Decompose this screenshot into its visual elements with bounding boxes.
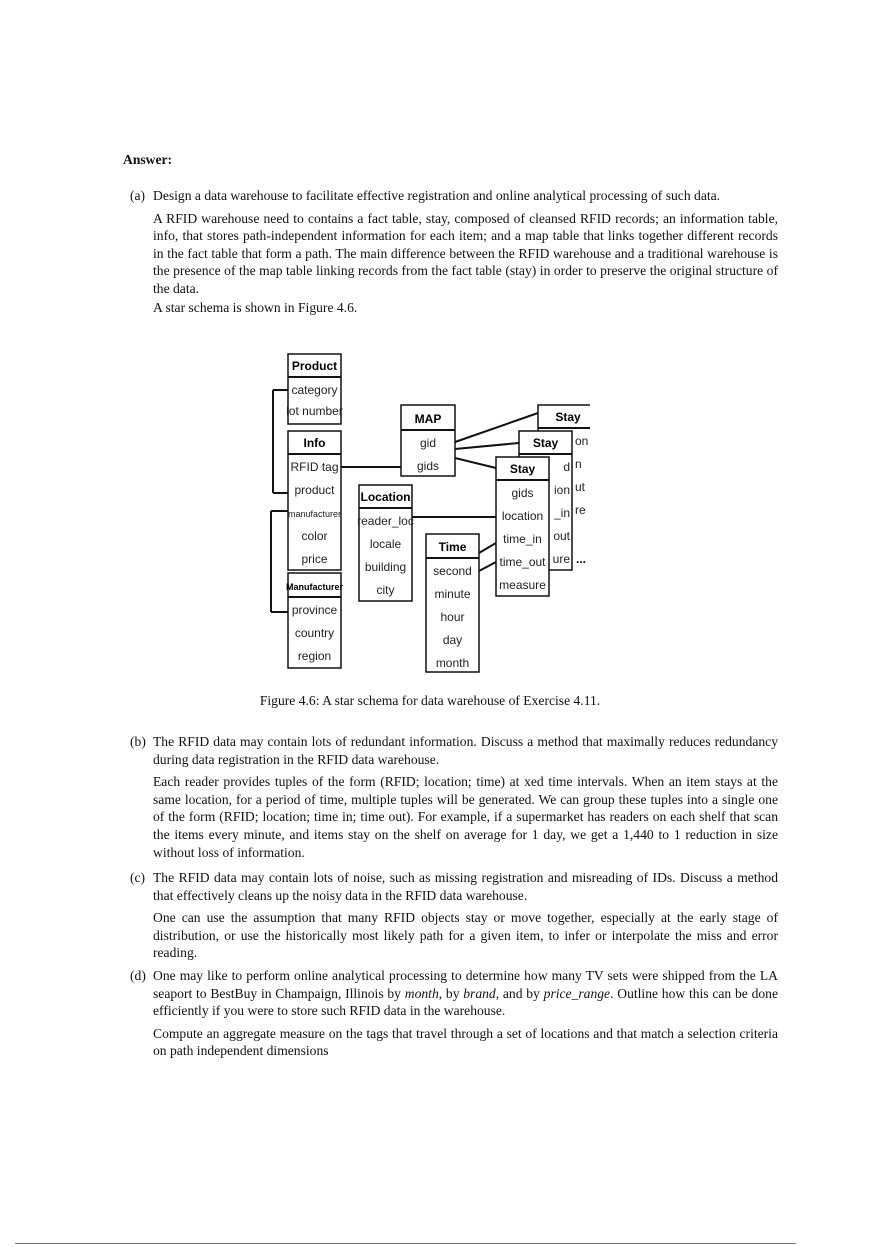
item-c: [130, 869, 778, 962]
table-manufacturer: [286, 573, 344, 668]
item-answer: Compute an aggregate measure on the tags that travel through a set of locations and that match a selection criteria on path independent dimensions: [153, 1025, 778, 1059]
table-field: region: [297, 649, 332, 663]
text-price-range: price_range: [543, 985, 611, 1001]
table-field: time_in: [503, 532, 542, 546]
table-field: ion: [553, 483, 570, 497]
item-question: [153, 967, 778, 1020]
table-field: minute: [434, 587, 471, 601]
table-field: building: [364, 560, 407, 574]
table-title: Product: [291, 359, 338, 373]
table-field: on: [575, 434, 589, 448]
answer-heading: Answer:: [123, 152, 173, 167]
table-field: ure: [552, 552, 570, 566]
table-title: Stay: [532, 436, 559, 450]
table-field: second: [433, 564, 472, 578]
text: , by: [438, 985, 464, 1001]
item-answer: A RFID warehouse need to contains a fact table, stay, composed of cleansed RFID records; an information table, info, that stores path-independent information for each item; and a map table that links together different records in the fact table that form a path. The main difference between the RFID warehouse and a traditional warehouse is the presence of the map table linking records from the fact table (stay) in order to preserve the original structure of the data.: [153, 210, 778, 296]
connector-line: [479, 543, 496, 553]
table-background: [288, 431, 341, 570]
item-d: [130, 967, 778, 1060]
item-label: (d): [130, 968, 146, 983]
text: One may like to perform online analytical processing to determine how many TV sets were shipped from the LA seaport to BestBuy in Champaign, Illinois by: [153, 968, 778, 1001]
table-field: hour: [440, 610, 465, 624]
table-location: [357, 485, 414, 601]
table-field: measure: [499, 578, 546, 592]
item-b: [130, 733, 778, 861]
table-field: reader_loc: [357, 514, 414, 528]
table-title: Manufacturer: [285, 582, 344, 592]
table-field: month: [435, 656, 470, 670]
table-field: time_out: [499, 555, 546, 569]
text: . Outline how this can be done efficiently if you were to store such RFID data in the warehouse.: [153, 985, 778, 1019]
table-field: location: [501, 509, 544, 523]
table-field: locale: [369, 537, 402, 551]
item-question: The RFID data may contain lots of noise, such as missing registration and misreading of IDs. Discuss a method that effectively cleans up the noisy data in the RFID data warehouse.: [153, 870, 778, 903]
connector-line: [479, 562, 496, 571]
table-title: Location: [360, 490, 411, 504]
text: , and by: [495, 985, 544, 1001]
item-question: Design a data warehouse to facilitate effective registration and online analytical processing of such data.: [153, 188, 721, 203]
table-field: city: [376, 583, 395, 597]
table-field: ut: [575, 480, 586, 494]
footer-rule: [15, 1243, 796, 1244]
item-answer: One can use the assumption that many RFID objects stay or move together, especially at the early stage of distribution, or use the historically most likely path for a given item, to infer or interpolate the miss and error reading.: [153, 910, 778, 961]
table-title: Stay: [509, 462, 536, 476]
table-field: lot number: [286, 404, 343, 418]
table-field: gids: [416, 459, 440, 473]
ellipsis: ...: [576, 552, 587, 566]
item-label: (c): [130, 870, 146, 885]
item-label: (a): [130, 188, 146, 203]
text-brand: brand: [463, 985, 496, 1001]
table-field: product: [294, 483, 335, 497]
table-field: province: [291, 603, 338, 617]
table-field: gid: [419, 436, 437, 450]
figure-caption: Figure 4.6: A star schema for data warehouse of Exercise 4.11.: [259, 693, 601, 708]
table-field: re: [575, 503, 586, 517]
connector-line: [455, 458, 496, 468]
table-background: [426, 534, 479, 672]
table-product: [286, 354, 343, 424]
table-field: d: [563, 460, 570, 474]
table-field: _in: [553, 506, 570, 520]
table-field: price: [301, 552, 328, 566]
table-field: color: [301, 529, 328, 543]
table-map: [401, 405, 455, 476]
table-background: [496, 457, 549, 596]
table-title: Info: [303, 436, 326, 450]
table-time: [426, 534, 479, 672]
item-answer: Each reader provides tuples of the form (RFID; location; time) at xed time intervals. When an item stays at the same location, for a period of time, multiple tuples will be generated. We can group these tuples into a single one of the form (RFID; location; time in; time out). For example, if a supermarket has readers on each shelf that scan the items every minute, and items stay on the shelf on average for 1 day, we get a 1,440 to 1 reduction in size without loss of information.: [153, 774, 778, 860]
item-question: The RFID data may contain lots of redundant information. Discuss a method that maximally reduces redundancy during data registration in the RFID data warehouse.: [153, 734, 778, 767]
item-label: (b): [130, 734, 146, 749]
table-info: [288, 431, 341, 570]
table-title: Time: [438, 540, 467, 554]
table-field: day: [442, 633, 463, 647]
connector-line: [455, 443, 519, 449]
table-title: Stay: [555, 410, 581, 424]
table-field: country: [294, 626, 335, 640]
table-stay-front: [496, 457, 549, 596]
text-month: month: [404, 985, 439, 1001]
table-field: manufacturer: [287, 509, 342, 519]
table-field: out: [553, 529, 570, 543]
table-field: gids: [511, 486, 534, 500]
table-title: MAP: [414, 412, 442, 426]
item-answer: A star schema is shown in Figure 4.6.: [153, 299, 358, 315]
table-field: n: [575, 457, 582, 471]
table-field: category: [291, 383, 338, 397]
table-field: RFID tag: [290, 460, 339, 474]
